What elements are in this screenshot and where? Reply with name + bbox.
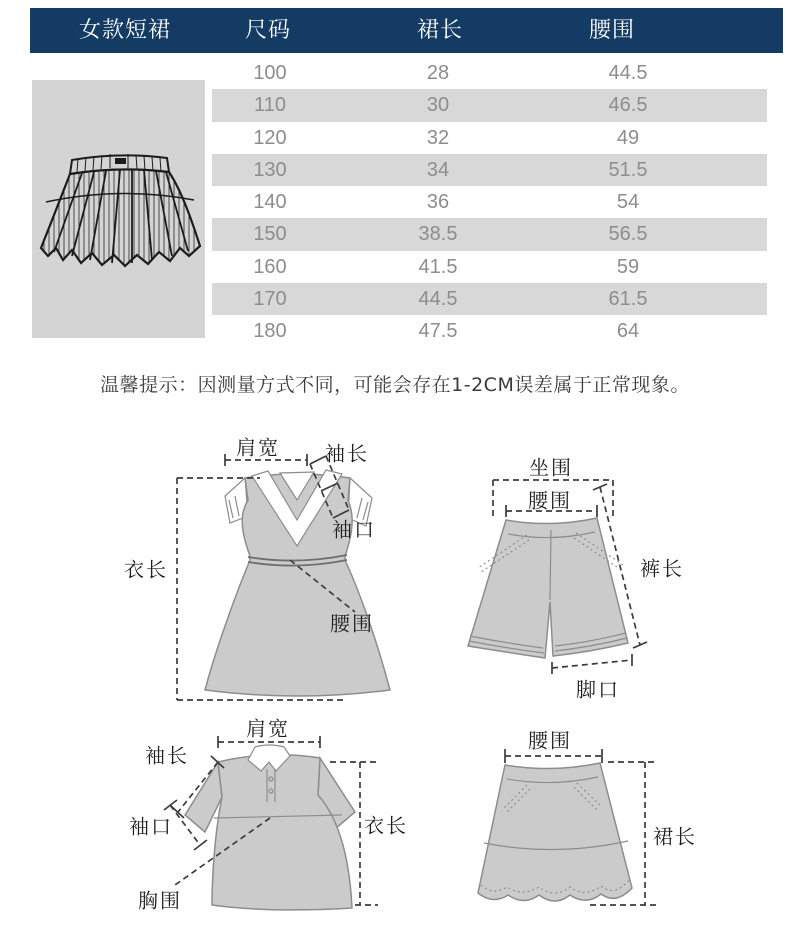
polo-chest-label: 胸围 bbox=[138, 888, 182, 913]
shorts-pants-length-label: 裤长 bbox=[640, 556, 684, 581]
column-header-waist: 腰围 bbox=[588, 18, 636, 43]
polo-cuff-label: 袖口 bbox=[129, 814, 173, 839]
size-cell: 140 bbox=[253, 191, 287, 214]
skirt-length-cell: 38.5 bbox=[418, 223, 458, 246]
size-cell: 150 bbox=[253, 223, 287, 246]
waist-cell: 59 bbox=[616, 255, 640, 278]
size-cell: 110 bbox=[254, 94, 286, 117]
size-cell: 170 bbox=[253, 288, 287, 311]
dress-diagram bbox=[130, 428, 420, 705]
skirt-drawing bbox=[478, 763, 632, 901]
size-cell: 180 bbox=[253, 320, 287, 343]
table-row bbox=[212, 57, 767, 89]
table-row bbox=[212, 251, 767, 283]
skirt-length-label: 裙长 bbox=[653, 824, 697, 849]
product-image-panel bbox=[32, 80, 205, 338]
table-header-bar bbox=[30, 8, 783, 53]
skirt-length-cell: 30 bbox=[426, 94, 450, 117]
dress-shoulder-width-label: 肩宽 bbox=[236, 435, 280, 460]
skirt-length-cell: 34 bbox=[426, 158, 450, 181]
polo-sleeve-length-label: 袖长 bbox=[145, 743, 189, 768]
skirt-length-cell: 44.5 bbox=[418, 288, 458, 311]
size-cell: 160 bbox=[253, 255, 287, 278]
shorts-hip-label: 坐围 bbox=[529, 455, 573, 480]
waist-cell: 56.5 bbox=[608, 223, 648, 246]
waist-cell: 44.5 bbox=[608, 62, 648, 84]
skirt-length-cell: 41.5 bbox=[418, 255, 458, 278]
shorts-leg-opening-label: 脚口 bbox=[576, 677, 620, 702]
shorts-diagram bbox=[455, 450, 755, 705]
size-table-body bbox=[212, 57, 767, 348]
size-cell: 100 bbox=[253, 62, 287, 84]
table-row bbox=[212, 315, 767, 347]
dress-sleeve-length-label: 袖长 bbox=[325, 441, 369, 466]
measurement-tip: 温馨提示：因测量方式不同，可能会存在1-2CM误差属于正常现象。 bbox=[100, 374, 690, 396]
skirt-length-cell: 32 bbox=[426, 126, 450, 149]
table-row bbox=[212, 283, 767, 315]
shorts-waist-label: 腰围 bbox=[528, 488, 572, 513]
skirt-length-cell: 28 bbox=[426, 62, 450, 84]
product-title: 女款短裙 bbox=[78, 18, 172, 43]
table-row bbox=[212, 122, 767, 154]
dress-waist-label: 腰围 bbox=[330, 611, 374, 636]
polo-garment-length-label: 衣长 bbox=[364, 813, 408, 838]
waist-cell: 54 bbox=[616, 191, 640, 214]
shorts-drawing bbox=[468, 518, 628, 658]
skirt-diagram bbox=[455, 715, 765, 930]
skirt-waist-label: 腰围 bbox=[528, 728, 572, 753]
waist-cell: 46.5 bbox=[608, 94, 648, 117]
waist-cell: 49 bbox=[616, 126, 640, 149]
waist-cell: 64 bbox=[616, 320, 640, 343]
dress-garment-length-label: 衣长 bbox=[124, 557, 168, 582]
dress-cuff-label: 袖口 bbox=[332, 517, 376, 542]
column-header-skirt-length: 裙长 bbox=[416, 18, 464, 43]
column-header-size: 尺码 bbox=[244, 18, 292, 43]
pleated-skirt-sketch bbox=[32, 80, 205, 338]
table-row bbox=[212, 186, 767, 218]
size-cell: 130 bbox=[253, 158, 287, 181]
waist-cell: 51.5 bbox=[608, 158, 648, 181]
size-cell: 120 bbox=[253, 126, 287, 149]
waistband-label-tag bbox=[115, 158, 126, 164]
polo-shoulder-width-label: 肩宽 bbox=[246, 716, 290, 741]
table-row bbox=[212, 218, 767, 250]
skirt-length-cell: 47.5 bbox=[418, 320, 458, 343]
table-row bbox=[212, 89, 767, 121]
table-row bbox=[212, 154, 767, 186]
skirt-length-cell: 36 bbox=[426, 191, 450, 214]
waist-cell: 61.5 bbox=[608, 288, 648, 311]
